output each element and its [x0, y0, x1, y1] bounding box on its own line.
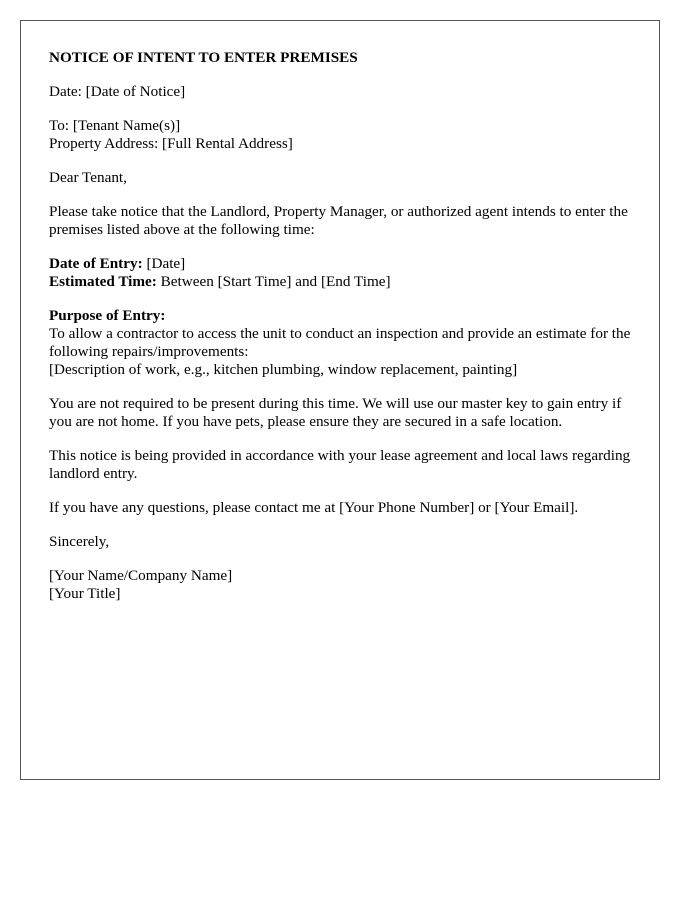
entry-date-value: [Date] [142, 255, 186, 272]
presence-text: You are not required to be present during this time. We will use our master key to gain entry if you are not home. If you have pets, please ensure they are secured in a safe location. [49, 395, 622, 430]
notice-date [49, 83, 639, 101]
entry-details [49, 255, 639, 291]
contact-paragraph [49, 499, 639, 517]
to-line: To: [Tenant Name(s)] [49, 117, 181, 134]
purpose-label: Purpose of Entry: [49, 307, 166, 324]
purpose-description: [Description of work, e.g., kitchen plumbing, window replacement, painting] [49, 361, 518, 378]
property-address-line: Property Address: [Full Rental Address] [49, 135, 293, 152]
purpose-section [49, 307, 639, 379]
closing-text: Sincerely, [49, 533, 110, 550]
notice-content [49, 49, 639, 619]
contact-text: If you have any questions, please contact me at [Your Phone Number] or [Your Email]. [49, 499, 579, 516]
presence-paragraph [49, 395, 639, 431]
signature-name: [Your Name/Company Name] [49, 567, 233, 584]
lease-paragraph [49, 447, 639, 483]
entry-time-value: Between [Start Time] and [End Time] [156, 273, 391, 290]
purpose-text: To allow a contractor to access the unit to conduct an inspection and provide an estimate for the following repairs/improvements: [49, 325, 631, 360]
intro-text: Please take notice that the Landlord, Property Manager, or authorized agent intends to enter the premises listed above at the following time: [49, 203, 628, 238]
entry-date-line [49, 255, 639, 273]
salutation-text: Dear Tenant, [49, 169, 127, 186]
closing [49, 533, 639, 551]
notice-page [20, 20, 660, 780]
date-line: Date: [Date of Notice] [49, 83, 186, 100]
recipient-block [49, 117, 639, 153]
entry-date-label: Date of Entry: [49, 255, 143, 272]
signature-title: [Your Title] [49, 585, 121, 602]
entry-time-line [49, 273, 639, 291]
notice-title: NOTICE OF INTENT TO ENTER PREMISES [49, 49, 358, 66]
salutation [49, 169, 639, 187]
lease-text: This notice is being provided in accordance with your lease agreement and local laws regarding landlord entry. [49, 447, 631, 482]
intro-paragraph [49, 203, 639, 239]
signature-block [49, 567, 639, 603]
entry-time-label: Estimated Time: [49, 273, 157, 290]
